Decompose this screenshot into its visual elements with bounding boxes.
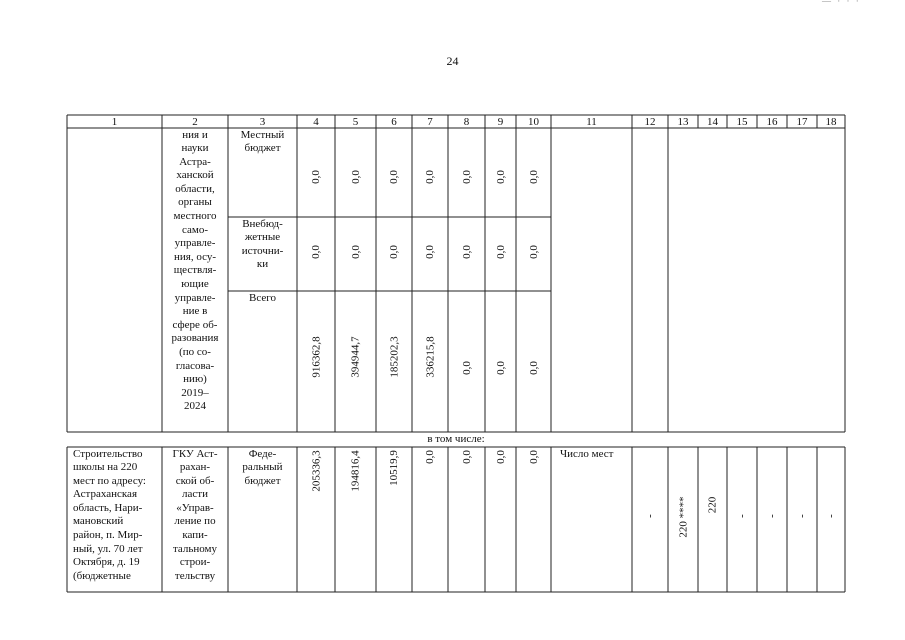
funding-value: 394944,7 (349, 335, 362, 378)
column-number-5: 5 (352, 115, 359, 128)
funding-value: 185202,3 (388, 335, 401, 378)
column-number-2: 2 (192, 115, 198, 128)
funding-value: 0,0 (527, 245, 540, 259)
page-number: 24 (446, 54, 459, 68)
column-number-3: 3 (259, 115, 266, 128)
indicator-value: - (735, 514, 748, 518)
funding-value: 0,0 (309, 245, 322, 259)
funding-value: 0,0 (423, 170, 436, 184)
funding-value: 0,0 (527, 170, 540, 184)
indicator-value: - (795, 514, 808, 518)
funding-value: 0,0 (387, 245, 400, 259)
column-number-13: 13 (677, 115, 689, 128)
column-number-14: 14 (707, 115, 718, 128)
column-number-17: 17 (796, 115, 808, 128)
project-value: 10519,9 (387, 450, 400, 486)
column-number-18: 18 (825, 115, 837, 128)
funding-value: 0,0 (494, 361, 507, 375)
indicator-value: 220 (706, 496, 719, 513)
column-number-1: 1 (111, 115, 118, 128)
column-number-15: 15 (736, 115, 748, 128)
funding-value: 0,0 (460, 245, 473, 259)
column-number-4: 4 (313, 115, 319, 128)
project-description-cell: Строительство школы на 220 мест по адресу: Астраханская область, Нари- мановский район, п. Мир- ный, ул. 70 лет Октября, д. 19 (бюджетные (73, 447, 146, 582)
column-number-12: 12 (644, 115, 656, 128)
funding-value: 0,0 (527, 361, 540, 375)
column-number-16: 16 (766, 115, 778, 128)
funding-source-label: Внебюд- жетные источни- ки (241, 217, 284, 271)
funding-value: 0,0 (387, 170, 400, 184)
column-number-10: 10 (528, 115, 539, 128)
project-value: 0,0 (494, 450, 507, 464)
responsible-executor-cell: ния и науки Астра- ханской области, органы местного само- управле- ния, осу- ществля- ющие управле- ние в сфере об- разования (по со- гласова- нию) 2019– 2024 (171, 128, 219, 413)
indicator-value: - (824, 514, 837, 518)
indicator-value: 220 **** (677, 495, 690, 538)
funding-value: 0,0 (349, 245, 362, 259)
funding-value: 916362,8 (310, 335, 323, 378)
funding-value: 0,0 (494, 245, 507, 259)
column-number-11: 11 (586, 115, 597, 128)
project-value: 0,0 (527, 450, 540, 464)
indicator-value: - (643, 514, 656, 518)
funding-source-label: Всего (249, 291, 276, 304)
funding-source-label: Местный бюджет (240, 128, 285, 155)
project-value: 0,0 (423, 450, 436, 464)
including-label: в том числе: (427, 432, 485, 445)
funding-value: 0,0 (349, 170, 362, 184)
funding-value: 0,0 (460, 361, 473, 375)
project-funding-source: Феде- ральный бюджет (242, 447, 283, 487)
funding-value: 0,0 (460, 170, 473, 184)
project-value: 205336,3 (310, 449, 323, 492)
corner-mark: — · · · (822, 0, 861, 6)
project-executor-cell: ГКУ Аст- рахан- ской об- ласти «Управ- ление по капи- тальному строи- тельству (172, 447, 218, 582)
funding-value: 336215,8 (424, 335, 437, 378)
project-value: 0,0 (460, 450, 473, 464)
column-number-6: 6 (391, 115, 397, 128)
column-number-7: 7 (427, 115, 433, 128)
funding-value: 0,0 (423, 245, 436, 259)
funding-value: 0,0 (309, 170, 322, 184)
project-value: 194816,4 (349, 449, 362, 492)
column-number-9: 9 (497, 115, 504, 128)
indicator-label: Число мест (560, 447, 614, 460)
indicator-value: - (765, 514, 778, 518)
column-number-8: 8 (463, 115, 470, 128)
funding-value: 0,0 (494, 170, 507, 184)
